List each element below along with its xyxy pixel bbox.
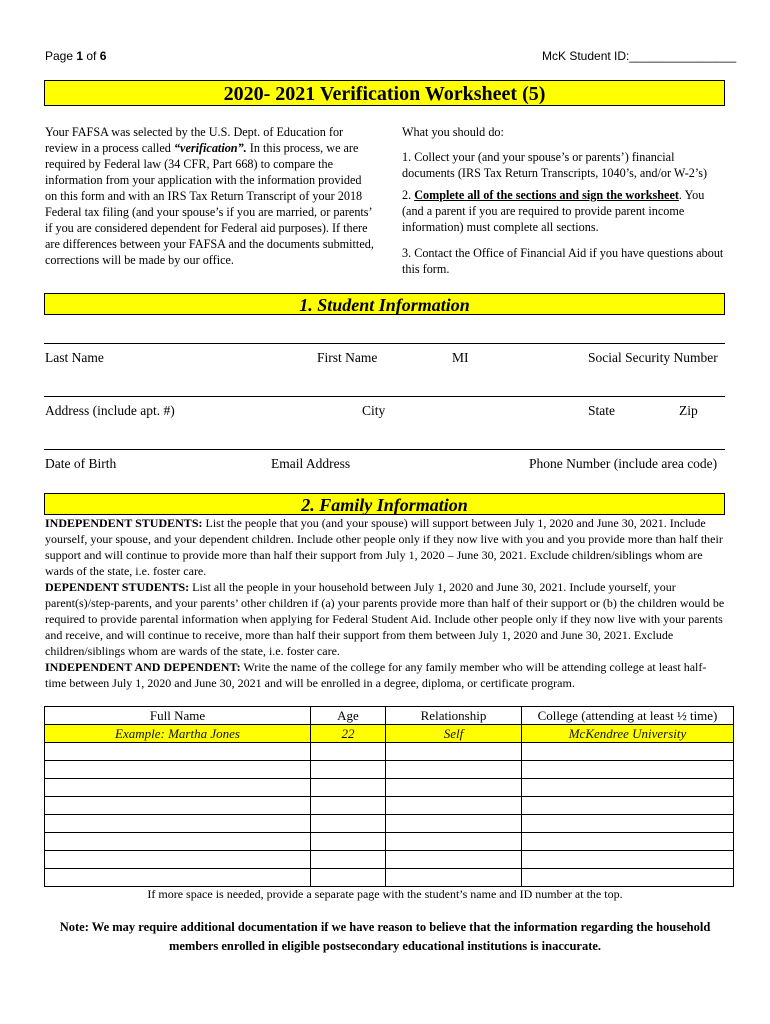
col-header-college: College (attending at least ½ time) (522, 707, 734, 725)
step-3: 3. Contact the Office of Financial Aid if you have questions about this form. (402, 246, 724, 276)
col-header-age: Age (311, 707, 386, 725)
table-header-row (45, 707, 734, 725)
age-cell[interactable] (311, 869, 386, 887)
relationship-cell[interactable] (386, 869, 522, 887)
table-row (45, 851, 734, 869)
age-cell[interactable] (311, 779, 386, 797)
table-row (45, 761, 734, 779)
age-cell[interactable] (311, 815, 386, 833)
table-row (45, 833, 734, 851)
col-header-relationship: Relationship (386, 707, 522, 725)
college-cell[interactable] (522, 743, 734, 761)
college-cell[interactable] (522, 833, 734, 851)
age-cell[interactable] (311, 833, 386, 851)
college-cell[interactable] (522, 797, 734, 815)
both-instructions: INDEPENDENT AND DEPENDENT: Write the name of the college for any family member who will be attending college at least half-time between July 1, 2020 and June 30, 2021 and will be enrolled in a degree, diploma, or certificate program. (45, 660, 707, 690)
field-line[interactable] (44, 449, 725, 450)
college-cell[interactable] (522, 869, 734, 887)
name-cell[interactable] (45, 833, 311, 851)
age-cell[interactable] (311, 743, 386, 761)
relationship-cell[interactable] (386, 797, 522, 815)
example-age: 22 (311, 725, 386, 743)
table-row (45, 779, 734, 797)
dob-label: Date of Birth (45, 456, 117, 471)
name-cell[interactable] (45, 743, 311, 761)
family-table (44, 706, 734, 887)
instructions-heading: What you should do: (402, 125, 504, 139)
age-cell[interactable] (311, 761, 386, 779)
relationship-cell[interactable] (386, 779, 522, 797)
mi-label: MI (452, 350, 469, 365)
student-id-field (542, 49, 736, 63)
college-cell[interactable] (522, 851, 734, 869)
name-cell[interactable] (45, 779, 311, 797)
student-id-blank[interactable]: ________________ (629, 49, 737, 63)
first-name-label: First Name (317, 350, 378, 365)
age-cell[interactable] (311, 797, 386, 815)
relationship-cell[interactable] (386, 833, 522, 851)
example-relationship: Self (386, 725, 522, 743)
relationship-cell[interactable] (386, 851, 522, 869)
name-cell[interactable] (45, 815, 311, 833)
table-row (45, 797, 734, 815)
independent-instructions: INDEPENDENT STUDENTS: List the people that you (and your spouse) will support between July 1, 2020 and June 30, 2021. Include yourself, your spouse, and your dependent children. Include other people only if they now live with you and you provide more than half their support and will continue to provide more than half their support from July 1, 2020 – June 30, 2021. Exclude children/siblings whom are wards of the state, i.e. foster care. (45, 516, 723, 578)
verification-note: Note: We may require additional documentation if we have reason to believe that the information regarding the household members enrolled in eligible postsecondary educational institutions is inaccurate. (59, 920, 711, 953)
section-2-title: 2. Family Information (44, 493, 725, 515)
family-instructions (45, 515, 727, 691)
col-header-full-name: Full Name (45, 707, 311, 725)
student-id-label: McK Student ID: (542, 49, 630, 63)
relationship-cell[interactable] (386, 761, 522, 779)
intro-text: Your FAFSA was selected by the U.S. Dept. of Education for review in a process called “verification”. In this process, we are required by Federal law (34 CFR, Part 668) to compare the information from your application with the information provided on this form and with an IRS Tax Return Transcript of your 2018 Federal tax filing (and your spouse’s if you are married, or parents’ if you are considered dependent for Federal aid purposes). If there are differences between your FAFSA and the documents submitted, corrections will be made by our office. (45, 125, 374, 267)
college-cell[interactable] (522, 761, 734, 779)
name-cell[interactable] (45, 851, 311, 869)
table-row (45, 743, 734, 761)
page-number: Page 1 of 6 (45, 49, 107, 63)
instructions (402, 124, 724, 277)
table-row (45, 815, 734, 833)
example-name: Example: Martha Jones (45, 725, 311, 743)
city-label: City (362, 403, 386, 418)
step-2: 2. Complete all of the sections and sign the worksheet. You (and a parent if you are required to provide parent income information) must complete all sections. (402, 188, 705, 234)
name-cell[interactable] (45, 869, 311, 887)
phone-label: Phone Number (include area code) (529, 456, 718, 471)
example-college: McKendree University (522, 725, 734, 743)
relationship-cell[interactable] (386, 815, 522, 833)
dependent-instructions: DEPENDENT STUDENTS: List all the people in your household between July 1, 2020 and June 30, 2021. Include yourself, your parent(s)/step-parents, and your parents’ other children if (a) your parents provide more than half of their support or (b) the children would be required to provide parental information when applying for Federal Student Aid. Include other people only if they now live with your parents and receive, and will continue to receive, more than half their support from them between July 1, 2020 and June 30, 2021. Exclude children/siblings whom are wards of the state, i.e. foster care. (45, 580, 725, 658)
more-space-note: If more space is needed, provide a separate page with the student’s name and ID number at the top. (147, 887, 623, 901)
field-line[interactable] (44, 396, 725, 397)
last-name-label: Last Name (45, 350, 104, 365)
state-label: State (588, 403, 615, 418)
field-line[interactable] (44, 343, 725, 344)
step-1: 1. Collect your (and your spouse’s or parents’) financial documents (IRS Tax Return Transcripts, 1040’s, and/or W-2’s) (402, 150, 708, 180)
name-cell[interactable] (45, 761, 311, 779)
name-cell[interactable] (45, 797, 311, 815)
worksheet-title: 2020- 2021 Verification Worksheet (5) (44, 80, 725, 106)
college-cell[interactable] (522, 815, 734, 833)
section-1-title: 1. Student Information (44, 293, 725, 315)
relationship-cell[interactable] (386, 743, 522, 761)
email-label: Email Address (271, 456, 351, 471)
example-row (45, 725, 734, 743)
table-row (45, 869, 734, 887)
address-label: Address (include apt. #) (45, 403, 175, 418)
zip-label: Zip (679, 403, 698, 418)
age-cell[interactable] (311, 851, 386, 869)
ssn-label: Social Security Number (588, 350, 718, 365)
college-cell[interactable] (522, 779, 734, 797)
